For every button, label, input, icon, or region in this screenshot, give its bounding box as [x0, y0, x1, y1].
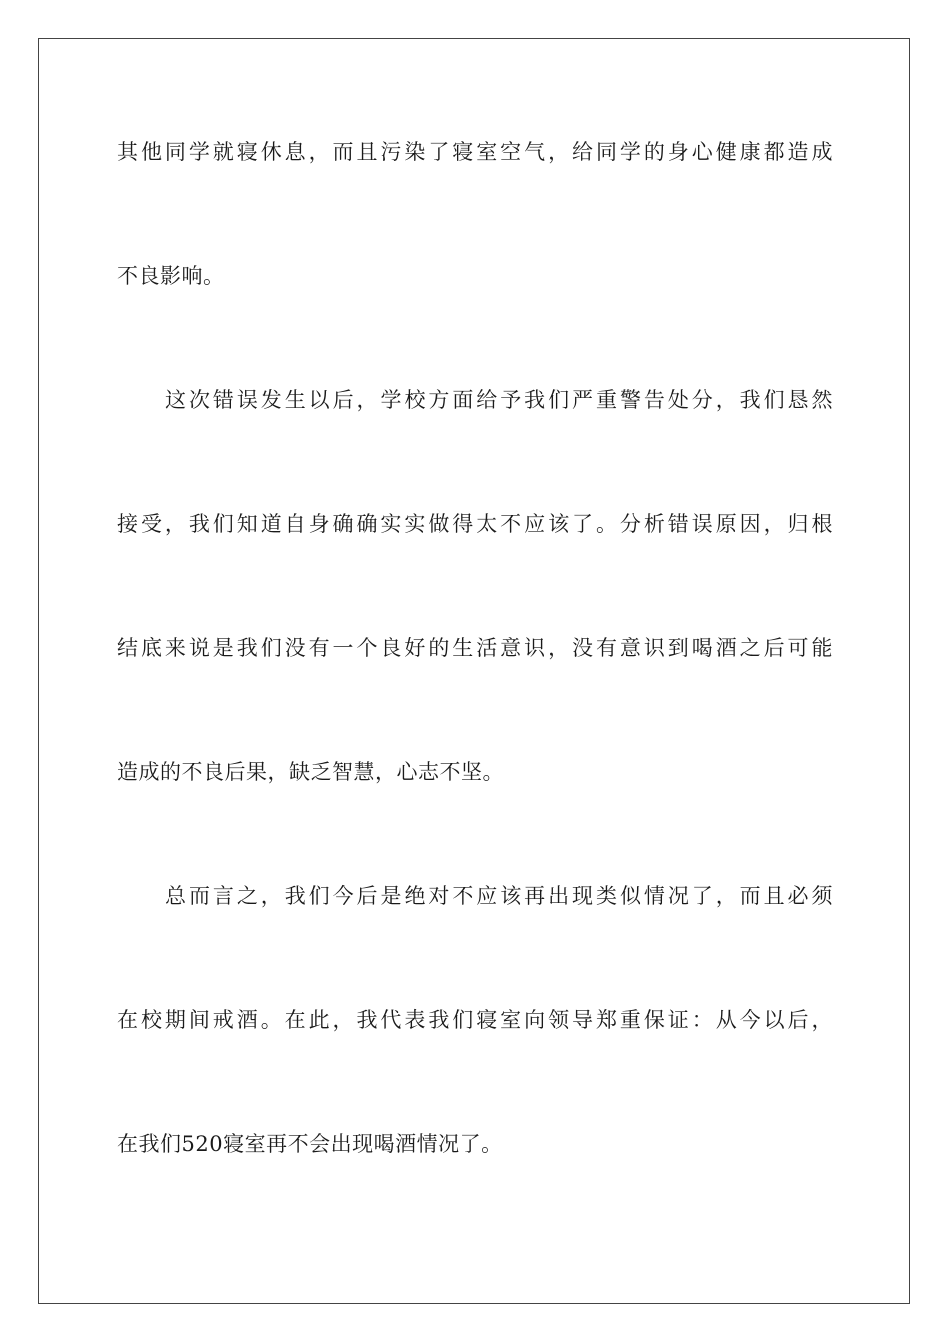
paragraph-line: 不良影响。: [117, 264, 225, 288]
paragraph-line: 总而言之，我们今后是绝对不应该再出现类似情况了，而且必须: [165, 884, 833, 908]
paragraph-line: 其他同学就寝休息，而且污染了寝室空气，给同学的身心健康都造成: [117, 140, 833, 164]
paragraph-line: 接受，我们知道自身确确实实做得太不应该了。分析错误原因，归根: [117, 512, 833, 536]
paragraph-line: 在校期间戒酒。在此，我代表我们寝室向领导郑重保证：从今以后，: [117, 1008, 833, 1032]
page-border: [38, 38, 910, 1304]
paragraph-line: 在我们520寝室再不会出现喝酒情况了。: [117, 1132, 503, 1156]
paragraph-line: 造成的不良后果，缺乏智慧，心志不坚。: [117, 760, 504, 784]
paragraph-line: 这次错误发生以后，学校方面给予我们严重警告处分，我们恳然: [165, 388, 833, 412]
paragraph-line: 结底来说是我们没有一个良好的生活意识，没有意识到喝酒之后可能: [117, 636, 833, 660]
